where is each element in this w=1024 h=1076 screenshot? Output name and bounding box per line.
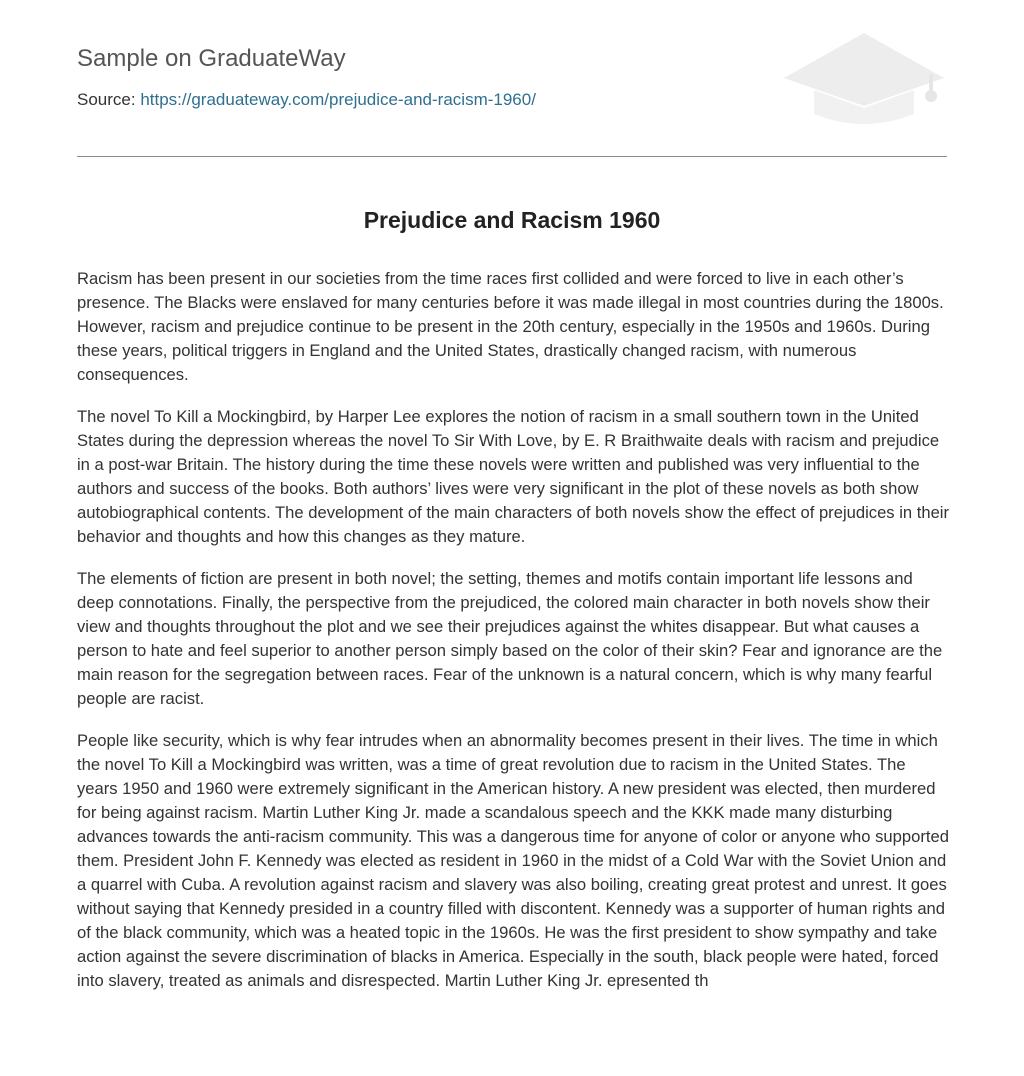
article-paragraph: People like security, which is why fear intrudes when an abnormality becomes present in their lives. The time in which the novel To Kill a Mockingbird was written, was a time of great revolution due to racism in the United States. The years 1950 and 1960 were extremely significant in the American history. A new president was elected, then murdered for being against racism. Martin Luther King Jr. made a scandalous speech and the KKK made many disturbing advances towards the anti-racism community. This was a dangerous time for anyone of color or anyone who supported them. President John F. Kennedy was elected as resident in 1960 in the midst of a Cold War with the Soviet Union and a quarrel with Cuba. A revolution against racism and slavery was also boiling, creating great protest and unrest. It goes without saying that Kennedy presided in a country filled with discontent. Kennedy was a supporter of human rights and of the black community, which was a heated topic in the 1960s. He was the first president to show sympathy and take action against the severe discrimination of blacks in America. Especially in the south, black people were hated, forced into slavery, treated as animals and disrespected. Martin Luther King Jr. epresented th [77,731,949,990]
graduation-cap-icon [781,30,947,134]
article-title: Prejudice and Racism 1960 [363,207,661,233]
source-link[interactable]: https://graduateway.com/prejudice-and-racism-1960/ [140,90,536,109]
page-header [77,0,947,157]
source-line [77,89,536,111]
site-name: Sample on GraduateWay [77,45,346,72]
article-paragraph: Racism has been present in our societies from the time races first collided and were forced to live in each other’s presence. The Blacks were enslaved for many centuries before it was made illegal in most countries during the 1800s. However, racism and prejudice continue to be present in the 20th century, especially in the 1950s and 1960s. During these years, political triggers in England and the United States, drastically changed racism, with numerous consequences. [77,269,944,384]
article-paragraph: The novel To Kill a Mockingbird, by Harper Lee explores the notion of racism in a small southern town in the United States during the depression whereas the novel To Sir With Love, by E. R Braithwaite deals with racism and prejudice in a post-war Britain. The history during the time these novels were written and published was very influential to the authors and success of the books. Both authors’ lives were very significant in the plot of these novels as both show autobiographical contents. The development of the main characters of both novels show the effect of prejudices in their behavior and thoughts and how this changes as they mature. [77,407,950,546]
source-label: Source: [77,90,136,109]
page [77,0,950,990]
article-body [77,267,949,1011]
article-paragraph: The elements of fiction are present in both novel; the setting, themes and motifs contain important life lessons and deep connotations. Finally, the perspective from the prejudiced, the colored main character in both novels show their view and thoughts throughout the plot and we see their prejudices against the whites disappear. But what causes a person to hate and feel superior to another person simply based on the color of their skin? Fear and ignorance are the main reason for the segregation between races. Fear of the unknown is a natural concern, which is why many fearful people are racist. [77,569,943,708]
